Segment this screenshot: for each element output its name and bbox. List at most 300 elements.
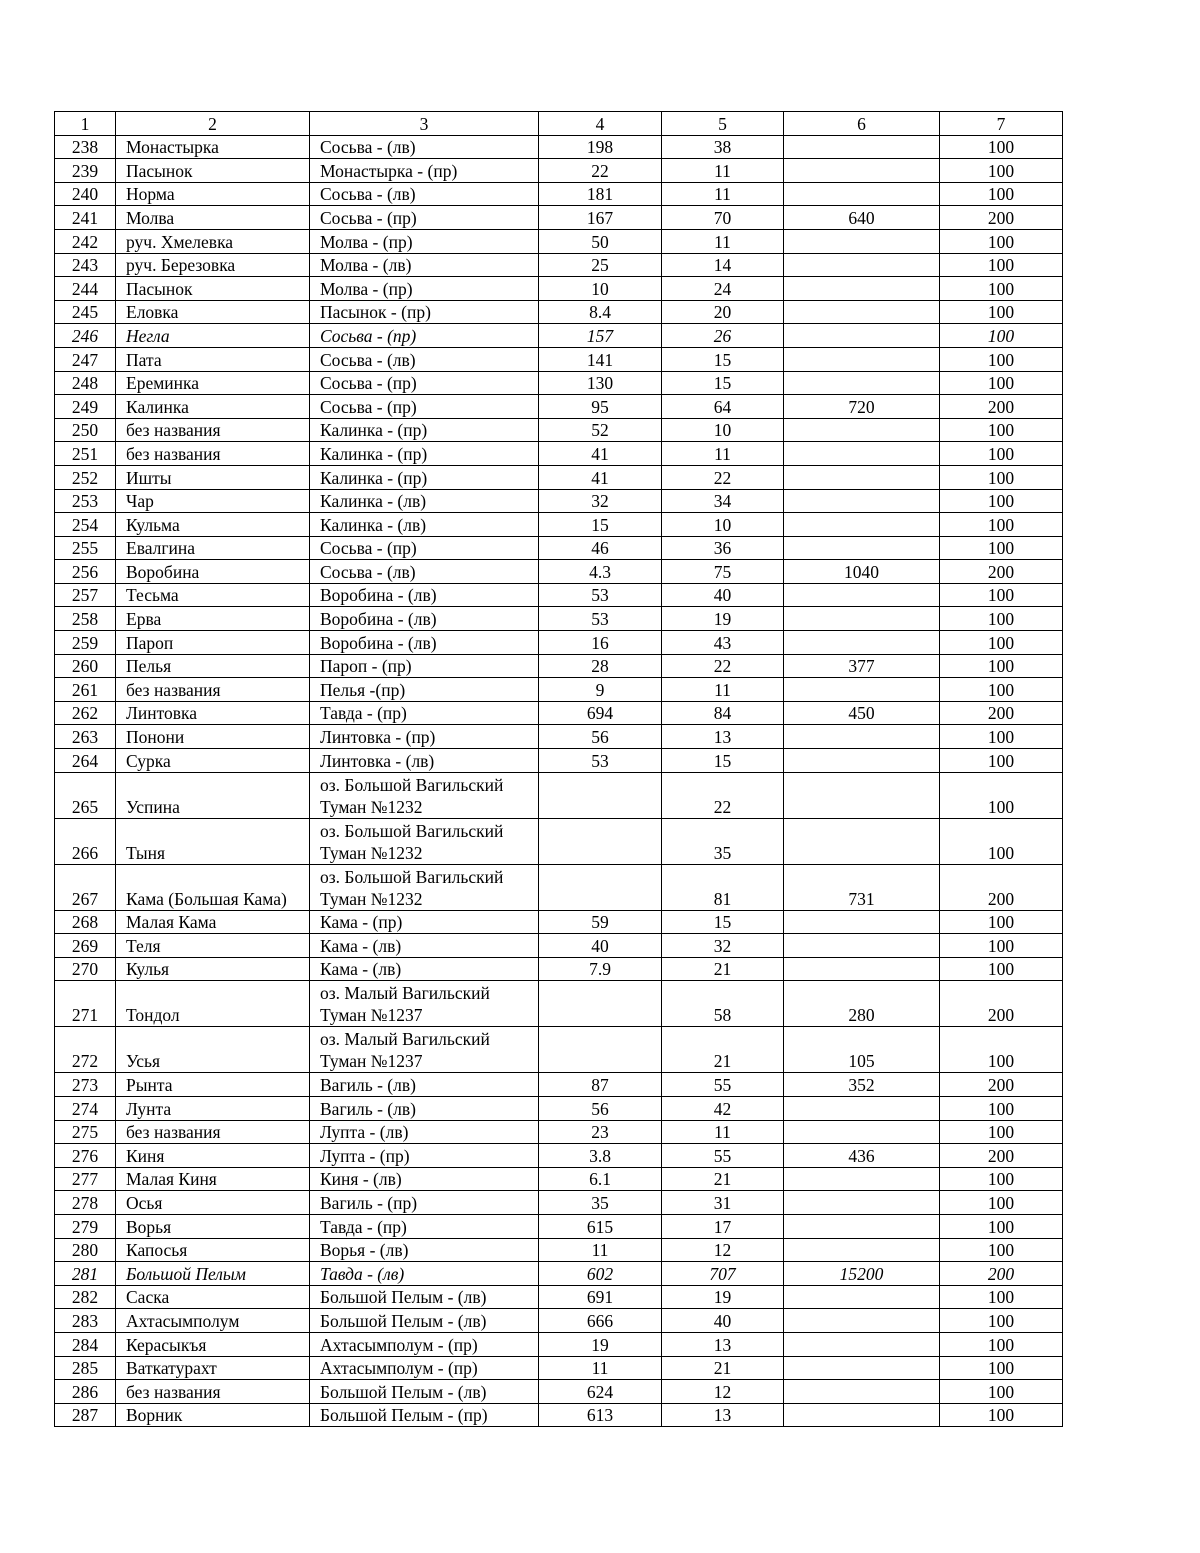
row-number-cell: 253 [55,489,116,513]
distance-from-mouth-cell: 624 [539,1380,662,1404]
protection-zone-width-cell: 100 [940,1120,1063,1144]
basin-area-cell [784,513,940,537]
mouth-location-cell: оз. Большой Вагильский Туман №1232 [310,772,539,818]
table-row [55,1144,1063,1168]
mouth-location-cell: Тавда - (лв) [310,1262,539,1286]
table-row [55,418,1063,442]
protection-zone-width-cell: 100 [940,1167,1063,1191]
river-name-cell: Рынта [116,1073,310,1097]
length-km-cell: 31 [662,1191,784,1215]
protection-zone-width-cell: 100 [940,465,1063,489]
length-km-cell: 11 [662,159,784,183]
table-row [55,300,1063,324]
mouth-location-cell: Тавда - (пр) [310,1214,539,1238]
mouth-location-cell: Молва - (лв) [310,253,539,277]
mouth-location-cell: Большой Пелым - (лв) [310,1309,539,1333]
basin-area-cell [784,772,940,818]
length-km-cell: 13 [662,1332,784,1356]
distance-from-mouth-cell: 53 [539,607,662,631]
row-number-cell: 242 [55,229,116,253]
row-number-cell: 255 [55,536,116,560]
row-number-cell: 251 [55,442,116,466]
mouth-location-cell: Калинка - (лв) [310,489,539,513]
protection-zone-width-cell: 100 [940,135,1063,159]
distance-from-mouth-cell: 87 [539,1073,662,1097]
distance-from-mouth-cell: 10 [539,277,662,301]
mouth-location-cell: Ворья - (лв) [310,1238,539,1262]
table-row [55,749,1063,773]
river-name-cell: Пасынок [116,159,310,183]
mouth-location-cell: Кама - (лв) [310,934,539,958]
basin-area-cell [784,749,940,773]
row-number-cell: 268 [55,910,116,934]
basin-area-cell [784,957,940,981]
basin-area-cell [784,1380,940,1404]
table-row [55,253,1063,277]
river-name-cell: Понони [116,725,310,749]
river-name-cell: Тесьма [116,583,310,607]
protection-zone-width-cell: 200 [940,395,1063,419]
table-row [55,818,1063,864]
distance-from-mouth-cell [539,772,662,818]
river-name-cell: Кулья [116,957,310,981]
river-name-cell: Кама (Большая Кама) [116,864,310,910]
distance-from-mouth-cell: 25 [539,253,662,277]
distance-from-mouth-cell: 11 [539,1238,662,1262]
basin-area-cell [784,182,940,206]
row-number-cell: 258 [55,607,116,631]
table-row [55,910,1063,934]
protection-zone-width-cell: 200 [940,1262,1063,1286]
river-name-cell: Малая Киня [116,1167,310,1191]
river-name-cell: Усья [116,1027,310,1073]
protection-zone-width-cell: 100 [940,1309,1063,1333]
mouth-location-cell: Монастырка - (пр) [310,159,539,183]
table-row [55,206,1063,230]
length-km-cell: 55 [662,1144,784,1168]
basin-area-cell [784,1309,940,1333]
mouth-location-cell: оз. Малый Вагильский Туман №1237 [310,1027,539,1073]
protection-zone-width-cell: 100 [940,489,1063,513]
row-number-cell: 247 [55,347,116,371]
table-row [55,229,1063,253]
distance-from-mouth-cell: 32 [539,489,662,513]
distance-from-mouth-cell: 613 [539,1403,662,1427]
basin-area-cell [784,678,940,702]
protection-zone-width-cell: 200 [940,206,1063,230]
basin-area-cell: 15200 [784,1262,940,1286]
basin-area-cell [784,1097,940,1121]
distance-from-mouth-cell: 602 [539,1262,662,1286]
row-number-cell: 254 [55,513,116,537]
table-row [55,1238,1063,1262]
basin-area-cell [784,324,940,348]
river-name-cell: Теля [116,934,310,958]
row-number-cell: 280 [55,1238,116,1262]
protection-zone-width-cell: 100 [940,1097,1063,1121]
protection-zone-width-cell: 200 [940,701,1063,725]
table-row [55,536,1063,560]
mouth-location-cell: Линтовка - (лв) [310,749,539,773]
basin-area-cell [784,607,940,631]
protection-zone-width-cell: 100 [940,324,1063,348]
protection-zone-width-cell: 200 [940,560,1063,584]
basin-area-cell [784,910,940,934]
protection-zone-width-cell: 100 [940,277,1063,301]
river-name-cell: Большой Пелым [116,1262,310,1286]
basin-area-cell [784,347,940,371]
mouth-location-cell: оз. Большой Вагильский Туман №1232 [310,818,539,864]
distance-from-mouth-cell: 666 [539,1309,662,1333]
protection-zone-width-cell: 200 [940,1073,1063,1097]
basin-area-cell [784,1356,940,1380]
table-row [55,324,1063,348]
table-row [55,1167,1063,1191]
mouth-location-cell: Сосьва - (пр) [310,536,539,560]
table-row [55,934,1063,958]
distance-from-mouth-cell: 40 [539,934,662,958]
river-name-cell: без названия [116,1380,310,1404]
row-number-cell: 244 [55,277,116,301]
basin-area-cell [784,418,940,442]
protection-zone-width-cell: 100 [940,182,1063,206]
length-km-cell: 32 [662,934,784,958]
mouth-location-cell: Ахтасымполум - (пр) [310,1356,539,1380]
length-km-cell: 40 [662,1309,784,1333]
row-number-cell: 281 [55,1262,116,1286]
distance-from-mouth-cell: 9 [539,678,662,702]
mouth-location-cell: Вагиль - (лв) [310,1073,539,1097]
length-km-cell: 22 [662,654,784,678]
river-name-cell: Воробина [116,560,310,584]
length-km-cell: 36 [662,536,784,560]
row-number-cell: 263 [55,725,116,749]
protection-zone-width-cell: 100 [940,1238,1063,1262]
distance-from-mouth-cell: 691 [539,1285,662,1309]
length-km-cell: 24 [662,277,784,301]
row-number-cell: 270 [55,957,116,981]
river-name-cell: Капосья [116,1238,310,1262]
length-km-cell: 15 [662,371,784,395]
mouth-location-cell: Калинка - (пр) [310,418,539,442]
distance-from-mouth-cell: 59 [539,910,662,934]
table-row [55,957,1063,981]
header-cell: 6 [784,112,940,136]
length-km-cell: 13 [662,1403,784,1427]
basin-area-cell [784,159,940,183]
table-row [55,465,1063,489]
table-row [55,607,1063,631]
river-name-cell: Ереминка [116,371,310,395]
distance-from-mouth-cell [539,864,662,910]
row-number-cell: 257 [55,583,116,607]
table-row [55,1027,1063,1073]
mouth-location-cell: Воробина - (лв) [310,631,539,655]
river-name-cell: руч. Березовка [116,253,310,277]
table-body [55,112,1063,1427]
row-number-cell: 269 [55,934,116,958]
river-name-cell: Успина [116,772,310,818]
mouth-location-cell: Молва - (пр) [310,277,539,301]
distance-from-mouth-cell: 141 [539,347,662,371]
protection-zone-width-cell: 100 [940,1380,1063,1404]
distance-from-mouth-cell: 694 [539,701,662,725]
mouth-location-cell: Сосьва - (лв) [310,182,539,206]
length-km-cell: 58 [662,981,784,1027]
basin-area-cell [784,1403,940,1427]
row-number-cell: 267 [55,864,116,910]
distance-from-mouth-cell: 46 [539,536,662,560]
table-row [55,1380,1063,1404]
protection-zone-width-cell: 100 [940,1356,1063,1380]
basin-area-cell [784,1332,940,1356]
row-number-cell: 262 [55,701,116,725]
distance-from-mouth-cell: 157 [539,324,662,348]
mouth-location-cell: Пелья -(пр) [310,678,539,702]
distance-from-mouth-cell: 167 [539,206,662,230]
length-km-cell: 11 [662,442,784,466]
basin-area-cell [784,934,940,958]
row-number-cell: 261 [55,678,116,702]
river-name-cell: Пароп [116,631,310,655]
row-number-cell: 246 [55,324,116,348]
table-row [55,981,1063,1027]
distance-from-mouth-cell: 53 [539,583,662,607]
table-row [55,1332,1063,1356]
mouth-location-cell: Линтовка - (пр) [310,725,539,749]
distance-from-mouth-cell: 95 [539,395,662,419]
row-number-cell: 250 [55,418,116,442]
mouth-location-cell: Пароп - (пр) [310,654,539,678]
river-table [54,111,1063,1427]
protection-zone-width-cell: 100 [940,654,1063,678]
table-row [55,395,1063,419]
mouth-location-cell: Большой Пелым - (лв) [310,1380,539,1404]
protection-zone-width-cell: 100 [940,678,1063,702]
table-row [55,182,1063,206]
mouth-location-cell: Сосьва - (пр) [310,371,539,395]
basin-area-cell: 105 [784,1027,940,1073]
protection-zone-width-cell: 100 [940,1285,1063,1309]
distance-from-mouth-cell: 41 [539,442,662,466]
row-number-cell: 241 [55,206,116,230]
row-number-cell: 264 [55,749,116,773]
mouth-location-cell: Кама - (лв) [310,957,539,981]
length-km-cell: 11 [662,678,784,702]
header-cell: 3 [310,112,539,136]
protection-zone-width-cell: 100 [940,159,1063,183]
row-number-cell: 239 [55,159,116,183]
mouth-location-cell: Тавда - (пр) [310,701,539,725]
protection-zone-width-cell: 100 [940,418,1063,442]
distance-from-mouth-cell [539,981,662,1027]
river-name-cell: Кульма [116,513,310,537]
distance-from-mouth-cell: 50 [539,229,662,253]
row-number-cell: 243 [55,253,116,277]
table-row [55,1073,1063,1097]
row-number-cell: 287 [55,1403,116,1427]
river-name-cell: Ишты [116,465,310,489]
row-number-cell: 266 [55,818,116,864]
mouth-location-cell: Молва - (пр) [310,229,539,253]
table-row [55,489,1063,513]
length-km-cell: 20 [662,300,784,324]
protection-zone-width-cell: 100 [940,772,1063,818]
protection-zone-width-cell: 100 [940,1191,1063,1215]
row-number-cell: 245 [55,300,116,324]
basin-area-cell [784,1238,940,1262]
river-name-cell: Еловка [116,300,310,324]
row-number-cell: 284 [55,1332,116,1356]
distance-from-mouth-cell [539,818,662,864]
mouth-location-cell: Вагиль - (пр) [310,1191,539,1215]
mouth-location-cell: Пасынок - (пр) [310,300,539,324]
row-number-cell: 259 [55,631,116,655]
basin-area-cell: 436 [784,1144,940,1168]
header-cell: 5 [662,112,784,136]
river-name-cell: Чар [116,489,310,513]
mouth-location-cell: Киня - (лв) [310,1167,539,1191]
protection-zone-width-cell: 100 [940,749,1063,773]
length-km-cell: 22 [662,465,784,489]
protection-zone-width-cell: 100 [940,934,1063,958]
river-name-cell: Лунта [116,1097,310,1121]
row-number-cell: 278 [55,1191,116,1215]
distance-from-mouth-cell: 4.3 [539,560,662,584]
table-row [55,1285,1063,1309]
basin-area-cell [784,465,940,489]
table-row [55,513,1063,537]
distance-from-mouth-cell: 53 [539,749,662,773]
protection-zone-width-cell: 100 [940,607,1063,631]
row-number-cell: 276 [55,1144,116,1168]
distance-from-mouth-cell: 19 [539,1332,662,1356]
row-number-cell: 248 [55,371,116,395]
length-km-cell: 26 [662,324,784,348]
row-number-cell: 273 [55,1073,116,1097]
row-number-cell: 277 [55,1167,116,1191]
river-name-cell: без названия [116,418,310,442]
basin-area-cell [784,725,940,749]
length-km-cell: 707 [662,1262,784,1286]
header-cell: 7 [940,112,1063,136]
length-km-cell: 43 [662,631,784,655]
table-row [55,583,1063,607]
row-number-cell: 285 [55,1356,116,1380]
basin-area-cell: 1040 [784,560,940,584]
river-name-cell: Ворья [116,1214,310,1238]
table-row [55,1262,1063,1286]
distance-from-mouth-cell: 22 [539,159,662,183]
length-km-cell: 12 [662,1380,784,1404]
distance-from-mouth-cell: 3.8 [539,1144,662,1168]
row-number-cell: 256 [55,560,116,584]
length-km-cell: 21 [662,1167,784,1191]
basin-area-cell: 377 [784,654,940,678]
protection-zone-width-cell: 100 [940,1332,1063,1356]
protection-zone-width-cell: 200 [940,864,1063,910]
length-km-cell: 13 [662,725,784,749]
river-name-cell: Норма [116,182,310,206]
protection-zone-width-cell: 100 [940,583,1063,607]
river-name-cell: Тыня [116,818,310,864]
protection-zone-width-cell: 100 [940,442,1063,466]
basin-area-cell: 720 [784,395,940,419]
mouth-location-cell: Лупта - (лв) [310,1120,539,1144]
mouth-location-cell: Калинка - (пр) [310,442,539,466]
mouth-location-cell: Сосьва - (лв) [310,347,539,371]
length-km-cell: 22 [662,772,784,818]
protection-zone-width-cell: 100 [940,1403,1063,1427]
mouth-location-cell: оз. Большой Вагильский Туман №1232 [310,864,539,910]
river-name-cell: Молва [116,206,310,230]
river-name-cell: без названия [116,442,310,466]
distance-from-mouth-cell: 16 [539,631,662,655]
distance-from-mouth-cell: 28 [539,654,662,678]
protection-zone-width-cell: 100 [940,300,1063,324]
length-km-cell: 35 [662,818,784,864]
table-row [55,1403,1063,1427]
length-km-cell: 84 [662,701,784,725]
row-number-cell: 274 [55,1097,116,1121]
basin-area-cell [784,135,940,159]
river-name-cell: Тондол [116,981,310,1027]
basin-area-cell [784,818,940,864]
distance-from-mouth-cell: 615 [539,1214,662,1238]
length-km-cell: 15 [662,910,784,934]
distance-from-mouth-cell: 23 [539,1120,662,1144]
basin-area-cell [784,536,940,560]
table-row [55,560,1063,584]
length-km-cell: 10 [662,513,784,537]
table-row [55,1191,1063,1215]
table-row [55,864,1063,910]
protection-zone-width-cell: 100 [940,513,1063,537]
length-km-cell: 14 [662,253,784,277]
length-km-cell: 64 [662,395,784,419]
length-km-cell: 10 [662,418,784,442]
protection-zone-width-cell: 100 [940,229,1063,253]
mouth-location-cell: Сосьва - (пр) [310,324,539,348]
header-cell: 2 [116,112,310,136]
row-number-cell: 265 [55,772,116,818]
length-km-cell: 38 [662,135,784,159]
mouth-location-cell: Сосьва - (пр) [310,206,539,230]
header-row [55,112,1063,136]
river-name-cell: Саска [116,1285,310,1309]
distance-from-mouth-cell: 11 [539,1356,662,1380]
length-km-cell: 21 [662,957,784,981]
river-name-cell: Киня [116,1144,310,1168]
mouth-location-cell: Ахтасымполум - (пр) [310,1332,539,1356]
table-row [55,725,1063,749]
protection-zone-width-cell: 100 [940,818,1063,864]
table-row [55,277,1063,301]
row-number-cell: 249 [55,395,116,419]
basin-area-cell [784,1120,940,1144]
header-cell: 4 [539,112,662,136]
river-name-cell: Ваткатурахт [116,1356,310,1380]
table-row [55,1356,1063,1380]
length-km-cell: 11 [662,182,784,206]
basin-area-cell [784,631,940,655]
table-row [55,159,1063,183]
mouth-location-cell: Сосьва - (лв) [310,560,539,584]
length-km-cell: 11 [662,229,784,253]
river-name-cell: Ерва [116,607,310,631]
distance-from-mouth-cell: 181 [539,182,662,206]
table-row [55,654,1063,678]
